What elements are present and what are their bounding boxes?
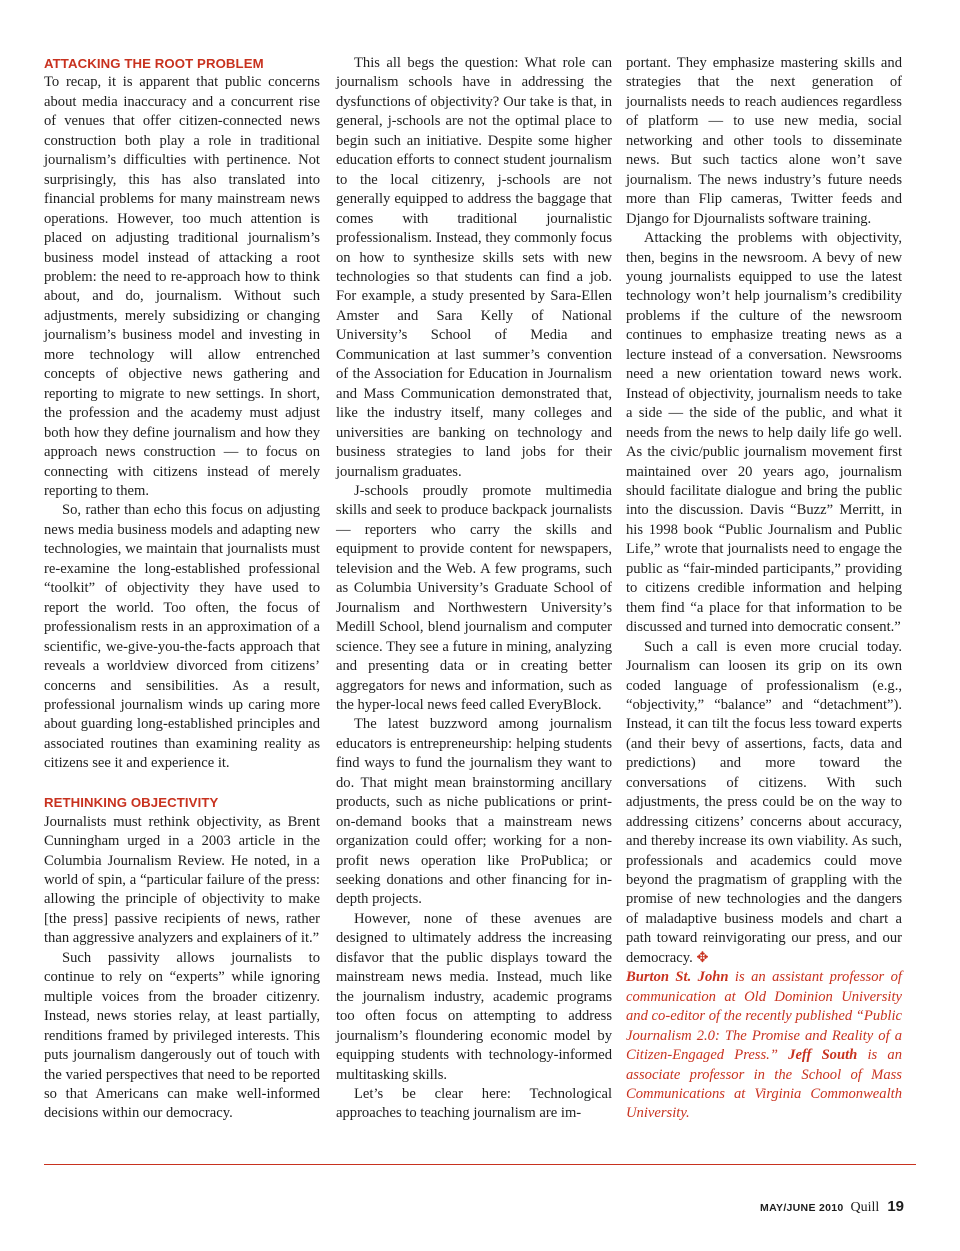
paragraph-text: Such a call is even more crucial today. Journalism can loosen its grip on its own coded language of professionalism (e.g., “objectivity,” “balance” and “detachment”). Instead, it can tilt the focus less toward experts (and their bevy of assertions, facts, data and predictions) and more toward the conversations of citizens. With such adjustments, the press could be on the way to addressing citizens’ concerns about accuracy, and thereby increase its own viability. As such, professionals and academics could move beyond the pragmatism of grappling with the promise of new technologies and the dangers of maladaptive business models and chart a path toward reinvigorating our press, and our democracy. bbox=[626, 638, 902, 966]
page-number: 19 bbox=[887, 1198, 904, 1215]
author-name: Jeff South bbox=[788, 1047, 858, 1064]
issue-date: MAY/JUNE 2010 bbox=[760, 1202, 844, 1214]
paragraph: However, none of these avenues are designed to ultimately address the increasing disfavor that the public displays toward the mainstream news media. Instead, much like the journalism industry, academic programs too often focus on attempting to address journalism’s floundering economic model by equipping students with technology-informed multitasking skills. bbox=[336, 910, 612, 1083]
column-2 bbox=[336, 54, 612, 1124]
paragraph: To recap, it is apparent that public concerns about media inaccuracy and a concurrent rise of venues that offer citizen-connected news construction both play a role in traditional journalism’s difficulties with pertinence. Not surprisingly, this has also translated into financial problems for many mainstream news operations. However, too much attention is placed on adjusting traditional journalism’s business model instead of attacking a root problem: the need to re-approach how to think about, and do, journalism. Without such adjustments, merely subsidizing or changing journalism’s business model and investing in more technology will allow entrenched concepts of objective news gathering and reporting to migrate to new settings. In short, the profession and the academy must adjust both how they define journalism and how they approach news construction — to focus on connecting with citizens instead of merely reporting to them. bbox=[44, 74, 320, 499]
paragraph bbox=[626, 638, 902, 969]
paragraph: Such passivity allows journalists to continue to rely on “experts” while ignoring multiple voices from the broader citizenry. Instead, news stories relay, at least partially, renditions framed by privileged interests. This puts journalism dangerously out of touch with the varied perspectives that need to be reported so that Americans can make well-informed decisions within our democracy. bbox=[44, 949, 320, 1122]
paragraph: Attacking the problems with objectivity, then, begins in the newsroom. A bevy of new young journalists equipped to use the latest technology won’t help journalism’s credibility problems if the culture of the newsroom continues to emphasize treating news as a lecture instead of a conversation. Newsrooms need a new orientation toward news work. Instead of objectivity, journalism needs to take a side — the side of the public, and what it needs from the news to help daily life go well. As the civic/public journalism movement first maintained over 20 years ago, journalism should facilitate dialogue and bring the public into the discussion. Davis “Buzz” Merritt, in his 1998 book “Public Journalism and Public Life,” wrote that journalists need to engage the public as “fair-minded participants,” providing to citizens credible information and helping them find “a place for that information to be discussed and turned into democratic consent.” bbox=[626, 230, 902, 636]
paragraph: The latest buzzword among journalism educators is entrepreneurship: helping students find ways to fund the journalism they want to do. That might mean brainstorming ancillary products, such as niche publications or print-on-demand books that a mainstream news organization could offer; working for a non-profit news operation like ProPublica; or seeking donations and other financing for in-depth projects. bbox=[336, 716, 612, 908]
section-heading-root-problem: ATTACKING THE ROOT PROBLEM bbox=[44, 56, 264, 71]
paragraph: So, rather than echo this focus on adjusting news media business models and adapting new technologies, we maintain that journalists must re-examine the long-established professional “toolkit” of objectivity they have used to report the world. Too often, the focus of professionalism rests in an approximation of a scientific, we-give-you-the-facts approach that reveals a worldview divorced from citizens’ concerns and sensibilities. As a result, professional journalism winds up caring more about guarding long-established principles and associated routines than examining reality as citizens see it and experience it. bbox=[44, 502, 320, 772]
paragraph: Let’s be clear here: Technological approaches to teaching journalism are im- bbox=[336, 1086, 612, 1122]
end-mark-icon: ✥ bbox=[696, 949, 709, 966]
column-1 bbox=[44, 54, 320, 1124]
author-bio-text: is an associate professor in the School of Mass Communications at Virginia Commonwealth University. bbox=[626, 1047, 902, 1122]
paragraph: portant. They emphasize mastering skills and strategies that the next generation of journalists needs to reach audiences regardless of platform — to use new media, social networking and other tools to disseminate news. But such tactics alone won’t save journalism. The news industry’s future needs more than Flip cameras, Twitter feeds and Django for Djournalists software training. bbox=[626, 55, 902, 227]
author-bio bbox=[626, 968, 902, 1124]
column-3 bbox=[626, 54, 902, 1124]
paragraph: Journalists must rethink objectivity, as Brent Cunningham urged in a 2003 article in the Columbia Journalism Review. He noted, in a world of spin, a “particular failure of the press: allowing the principle of objectivity to make [the press] passive recipients of news, rather than aggressive analyzers and explainers of it.” bbox=[44, 813, 320, 947]
paragraph: J-schools proudly promote multimedia skills and seek to produce backpack journalists — reporters who carry the skills and equipment to provide content for newspapers, television and the Web. A few programs, such as Columbia University’s Graduate School of Journalism and Northwestern University’s Medill School, blend journalism and computer science. They see a future in mining, analyzing and presenting data or in creating better aggregators for news and information, such as the hyper-local news feed called EveryBlock. bbox=[336, 482, 612, 713]
page-footer bbox=[760, 1198, 904, 1216]
paragraph: This all begs the question: What role can journalism schools have in addressing the dysfunctions of objectivity? Our take is that, in general, j-schools are not the optimal place to begin such an initiative. Despite some higher education efforts to connect student journalism to the local citizenry, j-schools are not generally equipped to address the baggage that comes with traditional journalistic professionalism. Instead, they commonly focus on how to synthesize skills sets with new technologies so that students can find a job. For example, a study presented by Sara-Ellen Amster and Sara Kelly of National University’s School of Media and Communication at last summer’s convention of the Association for Education in Journalism and Mass Communication demonstrated that, like the industry itself, many colleges and universities are banking on technology and business strategies to land jobs for their journalism graduates. bbox=[336, 55, 612, 480]
magazine-name: Quill bbox=[850, 1200, 880, 1215]
author-bio-text: is an assistant professor of communication at Old Dominion University and co-editor of the recently published “Public Journalism 2.0: The Promise and Reality of a Citizen-Engaged Press.” bbox=[626, 969, 902, 1064]
author-name: Burton St. John bbox=[626, 969, 729, 986]
footer-rule bbox=[44, 1164, 916, 1165]
section-heading-rethinking-objectivity: RETHINKING OBJECTIVITY bbox=[44, 795, 219, 811]
